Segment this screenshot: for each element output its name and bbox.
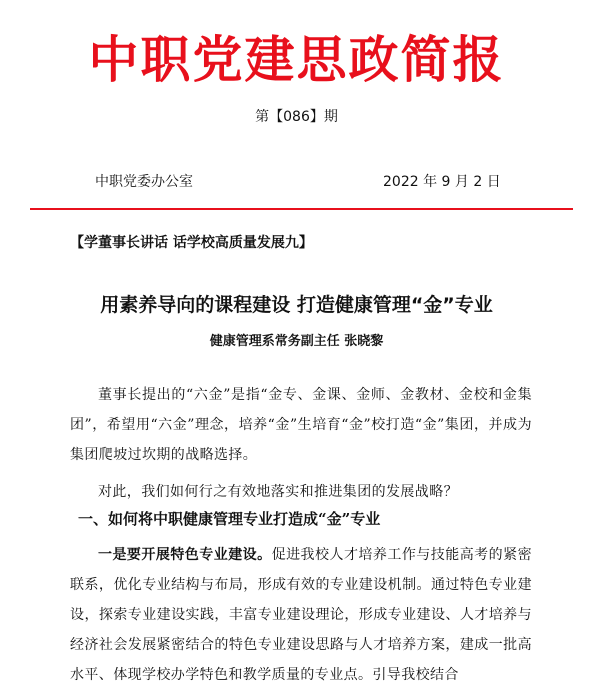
article-author: 健康管理系常务副主任 张晓黎: [209, 334, 384, 349]
red-divider: [30, 208, 573, 210]
section-heading-1: 一、如何将中职健康管理专业打造成“金”专业: [78, 510, 381, 528]
body-paragraph-1: 董事长提出的“六金”是指“金专、金课、金师、金教材、金校和金集团”，希望用“六金”理念，培养“金”生培育“金”校打造“金”集团，并成为集团爬坡过坎期的战略选择。: [70, 387, 532, 463]
column-tag: 【学董事长讲话 话学校高质量发展九】: [70, 235, 313, 251]
body-paragraph-2: 对此，我们如何行之有效地落实和推进集团的发展战略？: [98, 484, 458, 500]
issuing-office: 中职党委办公室: [95, 174, 193, 190]
issue-date: 2022 年 9 月 2 日: [383, 174, 501, 190]
paragraph-lead: 一是要开展特色专业建设。: [98, 547, 272, 563]
body-paragraph-3: [70, 540, 532, 690]
issue-number: 第【086】期: [255, 109, 338, 125]
article-title: 用素养导向的课程建设 打造健康管理“金”专业: [100, 294, 493, 316]
newsletter-masthead: 中职党建思政简报: [88, 31, 505, 89]
paragraph-body: 促进我校人才培养工作与技能高考的紧密联系，优化专业结构与布局，形成有效的专业建设机制。通过特色专业建设，探索专业建设实践，丰富专业建设理论，形成专业建设、人才培养与经济社会发展紧密结合的特色专业建设思路与人才培养方案，建成一批高水平、体现学校办学特色和教学质量的专业点。引导我校结合: [70, 547, 532, 683]
